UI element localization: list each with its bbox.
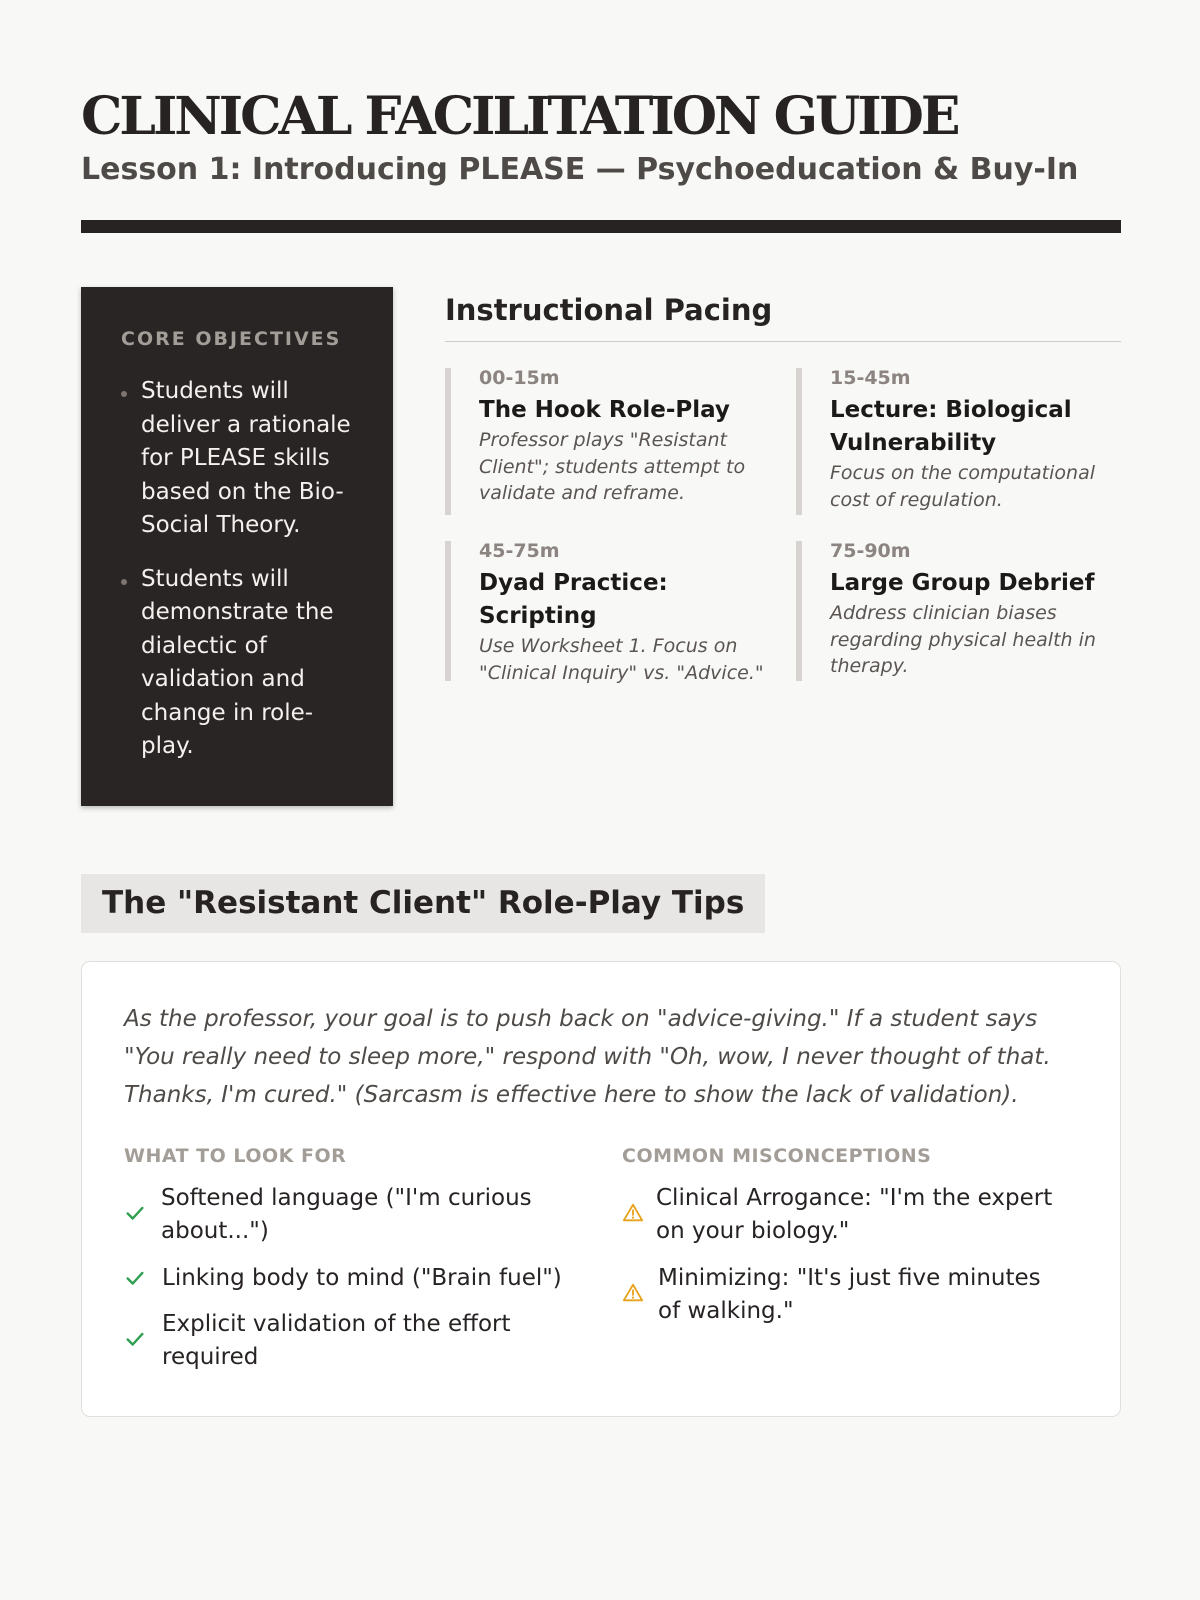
look-for-column (124, 1144, 564, 1370)
check-icon (124, 1202, 146, 1224)
pacing-activity: The Hook Role-Play (479, 397, 730, 423)
misconception-text: Minimizing: "It's just five minutes of walking." (658, 1265, 1041, 1324)
core-objectives-card (81, 287, 393, 806)
pacing-activity: Lecture: Biological Vulnerability (830, 397, 1072, 456)
tips-card (81, 961, 1121, 1417)
objective-item: Students will deliver a rationale for PLEASE skills based on the Bio-Social Theory. (121, 375, 359, 543)
pacing-time: 15-45m (830, 367, 911, 389)
tips-intro: As the professor, your goal is to push back on "advice-giving." If a student says "You really need to sleep more," respond with "Oh, wow, I never thought of that. Thanks, I'm cured." (Sarcasm is effective here to show the lack of validation). (124, 1006, 1051, 1108)
pacing-activity: Large Group Debrief (830, 570, 1095, 596)
look-for-heading: WHAT TO LOOK FOR (124, 1145, 347, 1167)
objective-item: Students will demonstrate the dialectic of validation and change in role-play. (121, 563, 359, 764)
warning-icon (622, 1282, 644, 1304)
pacing-item-debrief (796, 541, 1121, 681)
look-for-text: Softened language ("I'm curious about...") (161, 1185, 532, 1244)
misconceptions-column (622, 1144, 1082, 1324)
core-objectives-heading: CORE OBJECTIVES (121, 328, 342, 350)
page-title: CLINICAL FACILITATION GUIDE (81, 86, 958, 147)
misconceptions-heading: COMMON MISCONCEPTIONS (622, 1145, 932, 1167)
page-subtitle: Lesson 1: Introducing PLEASE — Psychoeducation & Buy-In (81, 152, 1079, 187)
pacing-description: Professor plays "Resistant Client"; students attempt to validate and reframe. (479, 429, 746, 504)
pacing-item-lecture (796, 368, 1121, 515)
pacing-time: 45-75m (479, 540, 560, 562)
misconception-text: Clinical Arrogance: "I'm the expert on your biology." (656, 1185, 1053, 1244)
pacing-divider (445, 341, 1121, 342)
pacing-time: 00-15m (479, 367, 560, 389)
tips-heading: The "Resistant Client" Role-Play Tips (81, 874, 765, 933)
objectives-list (121, 375, 359, 764)
pacing-title: Instructional Pacing (445, 293, 773, 327)
header-divider (81, 220, 1121, 233)
pacing-description: Use Worksheet 1. Focus on "Clinical Inquiry" vs. "Advice." (479, 635, 764, 684)
pacing-description: Address clinician biases regarding physical health in therapy. (830, 602, 1096, 677)
pacing-description: Focus on the computational cost of regulation. (830, 462, 1095, 511)
instructional-pacing (445, 290, 1121, 684)
look-for-text: Linking body to mind ("Brain fuel") (162, 1265, 562, 1291)
pacing-activity: Dyad Practice: Scripting (479, 570, 668, 629)
pacing-time: 75-90m (830, 540, 911, 562)
pacing-item-hook (445, 368, 770, 515)
pacing-item-dyad (445, 540, 770, 684)
check-icon (124, 1267, 146, 1289)
warning-icon (622, 1202, 644, 1224)
check-icon (124, 1328, 146, 1350)
look-for-text: Explicit validation of the effort required (162, 1311, 511, 1370)
